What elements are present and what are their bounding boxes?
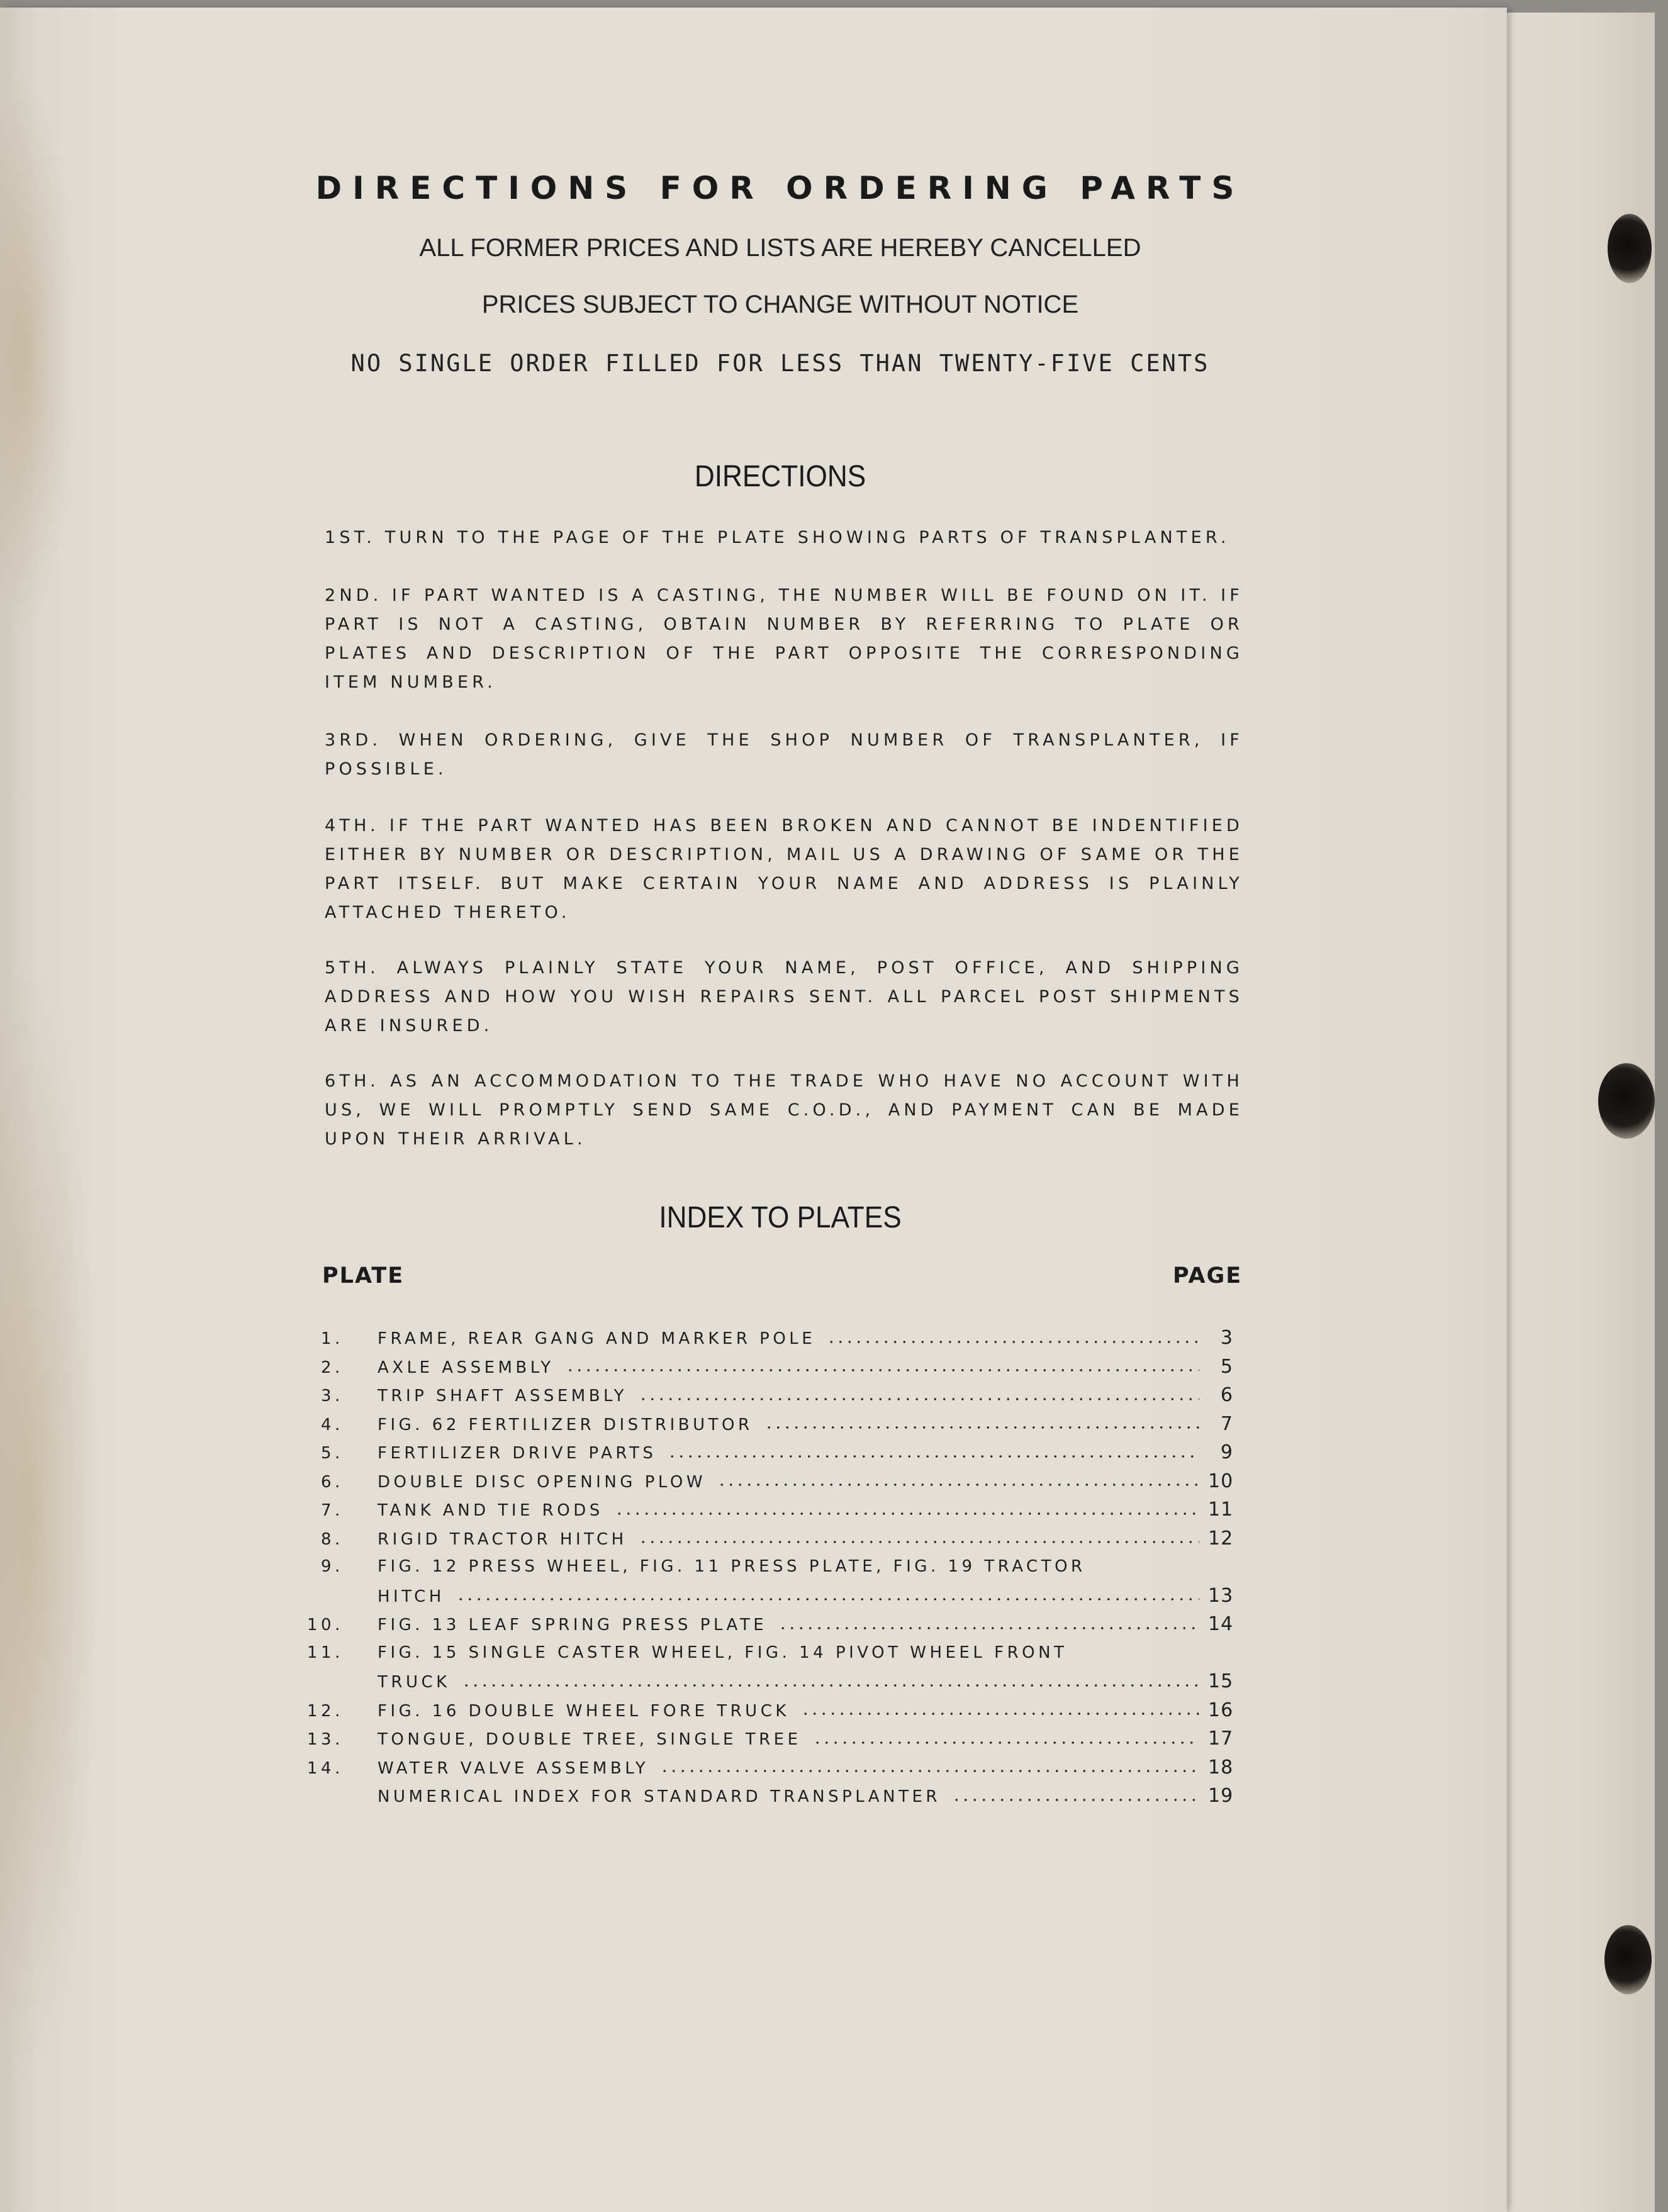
dot-leader [1097,1569,1199,1573]
page-number: 6 [1220,1384,1233,1406]
dot-leader [566,1368,1199,1372]
notice-prices: PRICES SUBJECT TO CHANGE WITHOUT NOTICE [481,291,1079,318]
plate-description: DOUBLE DISC OPENING PLOW [378,1472,707,1492]
plate-description: FIG. 12 PRESS WHEEL, FIG. 11 PRESS PLATE, FIG. 19 TRACTOR [378,1557,1086,1576]
direction-item-1: 1ST. TURN TO THE PAGE OF THE PLATE SHOWING PARTS OF TRANSPLANTER. [325,528,1230,547]
plate-description: FIG. 16 DOUBLE WHEEL FORE TRUCK [378,1701,790,1721]
page-number: 13 [1208,1584,1234,1607]
plate-column-header: PLATE [322,1263,405,1288]
notice-cancelled: ALL FORMER PRICES AND LISTS ARE HEREBY CANCELLED [419,234,1141,262]
plate-description: FERTILIZER DRIVE PARTS [378,1444,657,1463]
plate-number: 1. [321,1329,344,1348]
plate-description: TONGUE, DOUBLE TREE, SINGLE TREE [378,1730,802,1749]
page-number: 10 [1208,1470,1234,1492]
index-heading: INDEX TO PLATES [659,1201,902,1234]
dot-leader [717,1483,1199,1487]
page-number: 9 [1220,1441,1233,1463]
plate-number: 9. [321,1557,344,1576]
dot-leader [668,1455,1199,1458]
plate-description: TRIP SHAFT ASSEMBLY [378,1387,627,1405]
plate-description-continued: HITCH [378,1587,445,1606]
plate-description: FIG. 13 LEAF SPRING PRESS PLATE [378,1616,768,1634]
plate-description: FIG. 62 FERTILIZER DISTRIBUTOR [378,1415,753,1434]
direction-item-6: 6TH. AS AN ACCOMMODATION TO THE TRADE WHO HAVE NO ACCOUNT WITH US, WE WILL PROMPTLY SEND SAME C.O.D., AND PAYMENT CAN BE MADE UPON THEIR ARRIVAL. [325,1071,1243,1149]
index-row-continued [302,1667,1233,1696]
plate-description: FIG. 15 SINGLE CASTER WHEEL, FIG. 14 PIVOT WHEEL FRONT [378,1643,1068,1662]
dot-leader [615,1512,1199,1516]
plate-number: 3. [321,1387,344,1405]
dot-leader [1078,1655,1199,1658]
index-row [302,1553,1233,1582]
dot-leader [778,1626,1199,1630]
index-row [302,1782,1233,1811]
index-row [302,1610,1233,1639]
plate-number: 8. [321,1529,344,1549]
dot-leader [462,1684,1199,1687]
page-number: 7 [1220,1412,1233,1435]
dot-leader [764,1426,1199,1429]
page-column-header: PAGE [1173,1263,1243,1288]
plate-number: 4. [321,1415,344,1434]
plate-number: 5. [321,1444,344,1463]
page-number: 3 [1220,1327,1233,1349]
dot-leader [827,1340,1199,1344]
plate-description: RIGID TRACTOR HITCH [378,1529,627,1549]
plate-description-continued: TRUCK [378,1673,451,1692]
plate-number: 11. [307,1643,344,1662]
page-number: 12 [1208,1527,1234,1550]
dot-leader [660,1769,1199,1773]
page-number: 16 [1208,1699,1234,1721]
plate-number: 10. [307,1616,344,1634]
dot-leader [639,1540,1199,1544]
index-row-continued [302,1582,1233,1611]
plate-description: TANK AND TIE RODS [378,1501,603,1520]
dot-leader [639,1397,1199,1401]
page-number: 17 [1208,1728,1234,1750]
plate-description: WATER VALVE ASSEMBLY [378,1758,649,1778]
index-row [302,1753,1233,1782]
direction-item-2: 2ND. IF PART WANTED IS A CASTING, THE NUMBER WILL BE FOUND ON IT. IF PART IS NOT A CASTING, OBTAIN NUMBER BY REFERRING TO PLATE OR PLATES AND DESCRIPTION OF THE PART OPPOSITE THE CORRESPONDING ITEM NUMBER. [325,586,1243,692]
plate-number: 14. [307,1758,344,1778]
plate-number: 6. [321,1472,344,1492]
plate-number: 2. [321,1358,344,1377]
index-row [302,1438,1233,1467]
direction-item-4: 4TH. IF THE PART WANTED HAS BEEN BROKEN AND CANNOT BE INDENTIFIED EITHER BY NUMBER OR DESCRIPTION, MAIL US A DRAWING OF SAME OR THE PART ITSELF. BUT MAKE CERTAIN YOUR NAME AND ADDRESS IS PLAINLY ATTACHED THERETO. [325,816,1243,922]
plate-number: 12. [307,1701,344,1721]
index-row [302,1410,1233,1439]
direction-item-3: 3RD. WHEN ORDERING, GIVE THE SHOP NUMBER OF TRANSPLANTER, IF POSSIBLE. [325,730,1243,779]
plate-description: FRAME, REAR GANG AND MARKER POLE [378,1329,816,1348]
page-number: 5 [1220,1355,1233,1378]
page-number: 19 [1208,1785,1234,1807]
page-number: 15 [1208,1670,1234,1692]
page-number: 18 [1208,1756,1234,1779]
plate-number: 13. [307,1730,344,1749]
page-title: DIRECTIONS FOR ORDERING PARTS [315,170,1245,206]
index-row [302,1696,1233,1725]
dot-leader [801,1712,1199,1716]
plate-description: AXLE ASSEMBLY [378,1358,554,1377]
page-number: 14 [1208,1613,1234,1635]
dot-leader [456,1597,1199,1601]
plate-index-list [302,1324,1233,1811]
index-row [302,1639,1233,1668]
direction-item-5: 5TH. ALWAYS PLAINLY STATE YOUR NAME, POST OFFICE, AND SHIPPING ADDRESS AND HOW YOU WISH REPAIRS SENT. ALL PARCEL POST SHIPMENTS ARE INSURED. [325,958,1243,1036]
index-row [302,1381,1233,1410]
index-row [302,1324,1233,1353]
index-row [302,1353,1233,1382]
plate-description: NUMERICAL INDEX FOR STANDARD TRANSPLANTER [378,1787,941,1806]
notice-minimum-order: NO SINGLE ORDER FILLED FOR LESS THAN TWENTY-FIVE CENTS [350,350,1210,377]
dot-leader [952,1798,1199,1802]
index-row [302,1467,1233,1496]
directions-heading: DIRECTIONS [694,460,866,493]
dot-leader [813,1741,1199,1745]
index-row [302,1524,1233,1553]
plate-number: 7. [321,1501,344,1520]
index-row [302,1724,1233,1753]
page-number: 11 [1208,1499,1234,1521]
index-row [302,1495,1233,1524]
